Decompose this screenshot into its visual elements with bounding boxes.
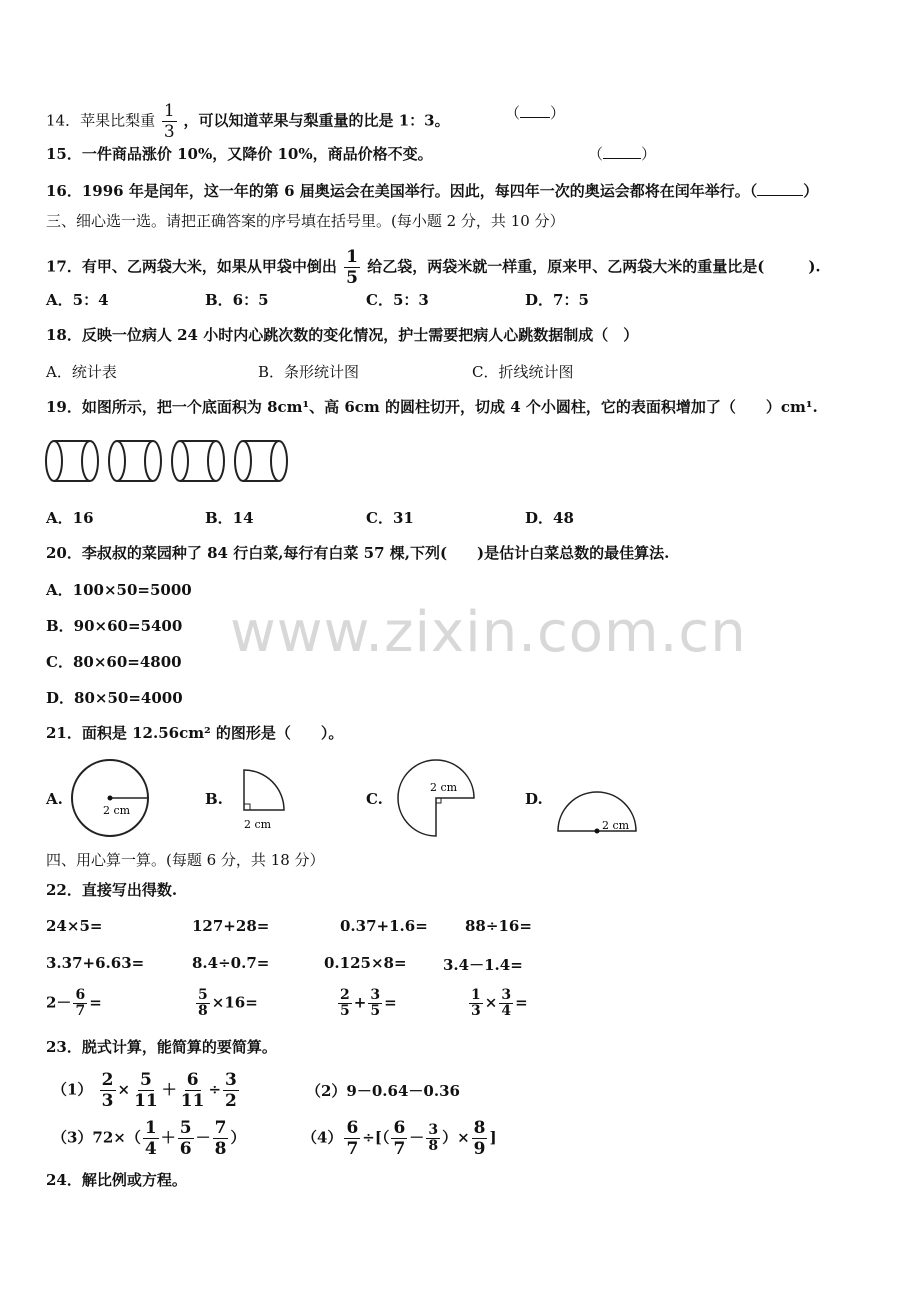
cylinder-1 — [46, 441, 98, 481]
q22-item-fraction-c: $\frac{2}{5}$ + $\frac{3}{5}$ = — [340, 987, 397, 1019]
section-4-title: 四、用心算一算。(每题 6 分，共 18 分） — [46, 851, 325, 869]
q18-option-a[interactable]: A．统计表 — [46, 363, 117, 381]
q22-item: 127+28= — [192, 917, 270, 935]
q19-option-a[interactable]: A．16 — [46, 509, 94, 527]
q17-option-a[interactable]: A．5：4 — [46, 291, 109, 309]
q21-figure-semicircle — [556, 790, 640, 834]
q20-option-b[interactable]: B．90×60=5400 — [46, 617, 183, 635]
q23-problem-1: （1） $\frac{2}{3}$ × $\frac{5}{11}$ ＋ $\frac{6}{11}$ ÷ $\frac{3}{2}$ — [52, 1070, 237, 1111]
section-3-title: 三、细心选一选。请把正确答案的序号填在括号里。(每小题 2 分，共 10 分） — [46, 212, 565, 230]
q21-c-dim: 2 cm — [430, 781, 458, 794]
q17-option-d[interactable]: D．7：5 — [525, 291, 589, 309]
q22-item: 88÷16= — [465, 917, 532, 935]
q22-item: 0.125×8= — [324, 954, 407, 972]
q21-figure-quarter-circle — [240, 768, 290, 834]
question-16: 16．1996 年是闰年，这一年的第 6 届奥运会在美国举行。因此，每四年一次的奥运会都将在闰年举行。（ ） — [46, 182, 819, 200]
question-24: 24．解比例或方程。 — [46, 1171, 187, 1189]
q22-item: 0.37+1.6= — [340, 917, 428, 935]
q22-item: 3.4－1.4= — [443, 956, 523, 974]
question-23: 23．脱式计算，能简算的要简算。 — [46, 1038, 277, 1056]
q21-option-c[interactable]: C. — [366, 790, 383, 808]
q22-item-fraction-a: 2－ $\frac{6}{7}$ = — [46, 987, 102, 1019]
q22-item: 8.4÷0.7= — [192, 954, 270, 972]
q20-option-d[interactable]: D．80×50=4000 — [46, 689, 183, 707]
q21-option-d[interactable]: D. — [525, 790, 543, 808]
q22-item-fraction-d: $\frac{1}{3}$ × $\frac{3}{4}$ = — [471, 987, 528, 1019]
watermark: www.zixin.com.cn — [230, 600, 747, 665]
question-15: 15．一件商品涨价 10%，又降价 10%，商品价格不变。 — [46, 145, 433, 163]
q21-d-dim: 2 cm — [602, 819, 630, 832]
q21-b-dim: 2 cm — [244, 818, 272, 831]
q21-a-dim: 2 cm — [103, 804, 131, 817]
q17-fraction: $\frac{1}{5}$ — [346, 247, 358, 288]
q23-problem-3: （3）72×（ $\frac{1}{4}$ ＋ $\frac{5}{6}$ － $\frac{7}{8}$ ） — [52, 1118, 246, 1159]
q21-option-b[interactable]: B. — [205, 790, 223, 808]
q21-option-a[interactable]: A. — [46, 790, 63, 808]
question-21: 21．面积是 12.56cm² 的图形是（ ）。 — [46, 724, 344, 742]
q19-option-b[interactable]: B．14 — [205, 509, 254, 527]
q23-problem-4: （4） $\frac{6}{7}$ ÷[（ $\frac{6}{7}$ － $\frac{3}{8}$ ）× $\frac{8}{9}$ ] — [302, 1118, 497, 1159]
question-20: 20．李叔叔的菜园种了 84 行白菜,每行有白菜 57 棵,下列( )是估计白菜总数的最佳算法. — [46, 544, 670, 562]
cylinders-figure — [44, 438, 294, 484]
q19-option-d[interactable]: D．48 — [525, 509, 574, 527]
q19-option-c[interactable]: C．31 — [366, 509, 414, 527]
question-17: 17．有甲、乙两袋大米，如果从甲袋中倒出 $\frac{1}{5}$ 给乙袋，两袋米就一样重，原来甲、乙两袋大米的重量比是( ). — [46, 247, 821, 288]
q22-item: 3.37+6.63= — [46, 954, 145, 972]
q14-fraction: $\frac{1}{3}$ — [163, 101, 175, 142]
q22-item-fraction-b: $\frac{5}{8}$ ×16= — [198, 987, 258, 1019]
question-14 — [46, 101, 450, 142]
q22-item: 24×5= — [46, 917, 103, 935]
cylinder-4 — [235, 441, 287, 481]
question-22: 22．直接写出得数. — [46, 881, 178, 899]
q18-option-b[interactable]: B．条形统计图 — [258, 363, 360, 381]
question-19: 19．如图所示，把一个底面积为 8cm¹、高 6cm 的圆柱切开，切成 4 个小圆柱，它的表面积增加了（ ）cm¹. — [46, 398, 818, 416]
q18-option-c[interactable]: C．折线统计图 — [472, 363, 574, 381]
q23-problem-2: （2）9－0.64－0.36 — [306, 1082, 460, 1100]
q14-answer-paren[interactable]: （ ） — [505, 104, 566, 122]
q20-option-a[interactable]: A．100×50=5000 — [46, 581, 192, 599]
q14-text-pre: 14．苹果比梨重 — [46, 111, 156, 130]
q21-figure-three-quarter-circle — [396, 760, 480, 842]
cylinder-3 — [172, 441, 224, 481]
cylinder-2 — [109, 441, 161, 481]
q17-option-c[interactable]: C．5：3 — [366, 291, 429, 309]
q14-text-post: ，可以知道苹果与梨重量的比是 1：3。 — [183, 111, 450, 130]
q15-answer-paren[interactable]: （ ） — [588, 145, 657, 163]
q17-option-b[interactable]: B．6：5 — [205, 291, 269, 309]
q21-figure-circle — [70, 760, 152, 840]
q20-option-c[interactable]: C．80×60=4800 — [46, 653, 182, 671]
question-18: 18．反映一位病人 24 小时内心跳次数的变化情况，护士需要把病人心跳数据制成（ ） — [46, 326, 639, 344]
